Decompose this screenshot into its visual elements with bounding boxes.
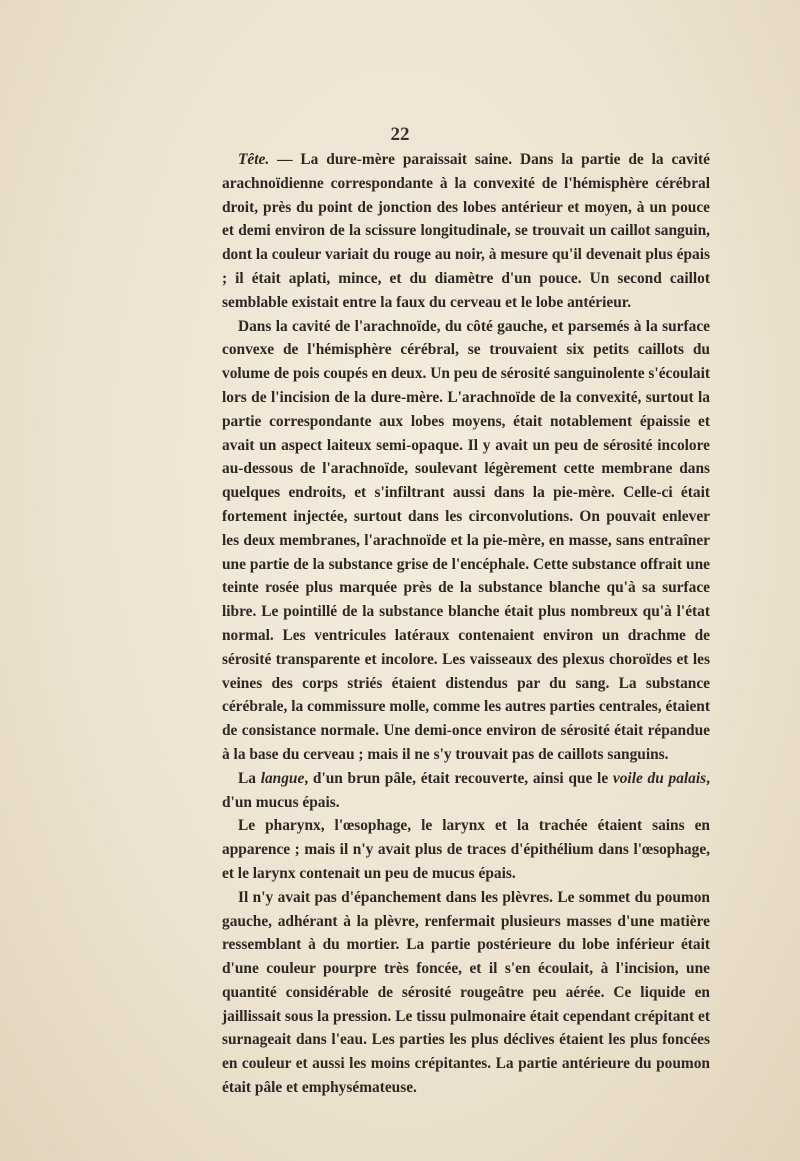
paragraph-text: — La dure-mère paraissait saine. Dans la partie de la cavité arachnoïdienne correspondante à la convexité de l'hémisphère cérébral droit, près du point de jonction des lobes antérieur et moyen, à un pouce et demi environ de la scissure longitudinale, se trouvait un caillot sanguin, dont la couleur variait du rouge au noir, à mesure qu'il devenait plus épais ; il était aplati, mince, et du diamètre d'un pouce. Un second caillot semblable existait entre la faux du cerveau et le lobe antérieur.: [222, 151, 710, 311]
paragraph-plevres: [222, 886, 710, 1100]
paragraph-pre: La: [238, 769, 261, 787]
paragraph-text: Il n'y avait pas d'épanchement dans les plèvres. Le sommet du poumon gauche, adhérant à la plèvre, renfermait plusieurs masses d'une matière ressemblant à du mortier. La partie postérieure du lobe inférieur était d'une couleur pourpre très foncée, et il s'en écoulait, à l'incision, une quantité considérable de sérosité rougeâtre peu aérée. Ce liquide en jaillissait sous la pression. Le tissu pulmonaire était cependant crépitant et surnageait dans l'eau. Les parties les plus déclives étaient les plus foncées en couleur et aussi les moins crépitantes. La partie antérieure du poumon était pâle et emphysémateuse.: [222, 888, 710, 1097]
paragraph-lead: Tête.: [238, 151, 270, 168]
paragraph-lead: langue: [260, 769, 305, 787]
paragraph-langue: [222, 767, 710, 815]
page-number: 22: [390, 124, 410, 145]
paragraph-arachnoide: [222, 315, 710, 767]
paragraph-text: Le pharynx, l'œsophage, le larynx et la trachée étaient sains en apparence ; mais il n'y avait plus de traces d'épithélium dans l'œsophage, et le larynx contenait un peu de mucus épais.: [222, 817, 710, 882]
body-text: [222, 148, 710, 1100]
paragraph-text: , d'un mucus épais.: [222, 769, 710, 811]
paragraph-mid: , d'un brun pâle, était recouverte, ainsi que le: [304, 769, 613, 787]
paragraph-lead-2: voile du palais: [612, 769, 707, 787]
paragraph-pharynx: [222, 814, 710, 885]
paragraph-tete: [222, 148, 710, 315]
paragraph-text: Dans la cavité de l'arachnoïde, du côté gauche, et parsemés à la surface convexe de l'hémisphère cérébral, se trouvaient six petits caillots du volume de pois coupés en deux. Un peu de sérosité sanguinolente s'écoulait lors de l'incision de la dure-mère. L'arachnoïde de la convexité, surtout la partie correspondante aux lobes moyens, était notablement épaissie et avait un aspect laiteux semi-opaque. Il y avait un peu de sérosité incolore au-dessous de l'arachnoïde, soulevant légèrement cette membrane dans quelques endroits, et s'infiltrant aussi dans la pie-mère. Celle-ci était fortement injectée, surtout dans les circonvolutions. On pouvait enlever les deux membranes, l'arachnoïde et la pie-mère, en masse, sans entraîner une partie de la substance grise de l'encéphale. Cette substance offrait une teinte rosée plus marquée près de la substance blanche qu'à sa surface libre. Le pointillé de la substance blanche était plus nombreux qu'à l'état normal. Les ventricules latéraux contenaient environ un drachme de sérosité transparente et incolore. Les vaisseaux des plexus choroïdes et les veines des corps striés étaient distendus par du sang. La substance cérébrale, la commissure molle, comme les autres parties centrales, étaient de consistance normale. Une demi-once environ de sérosité était répandue à la base du cerveau ; mais il ne s'y trouvait pas de caillots sanguins.: [222, 317, 710, 763]
